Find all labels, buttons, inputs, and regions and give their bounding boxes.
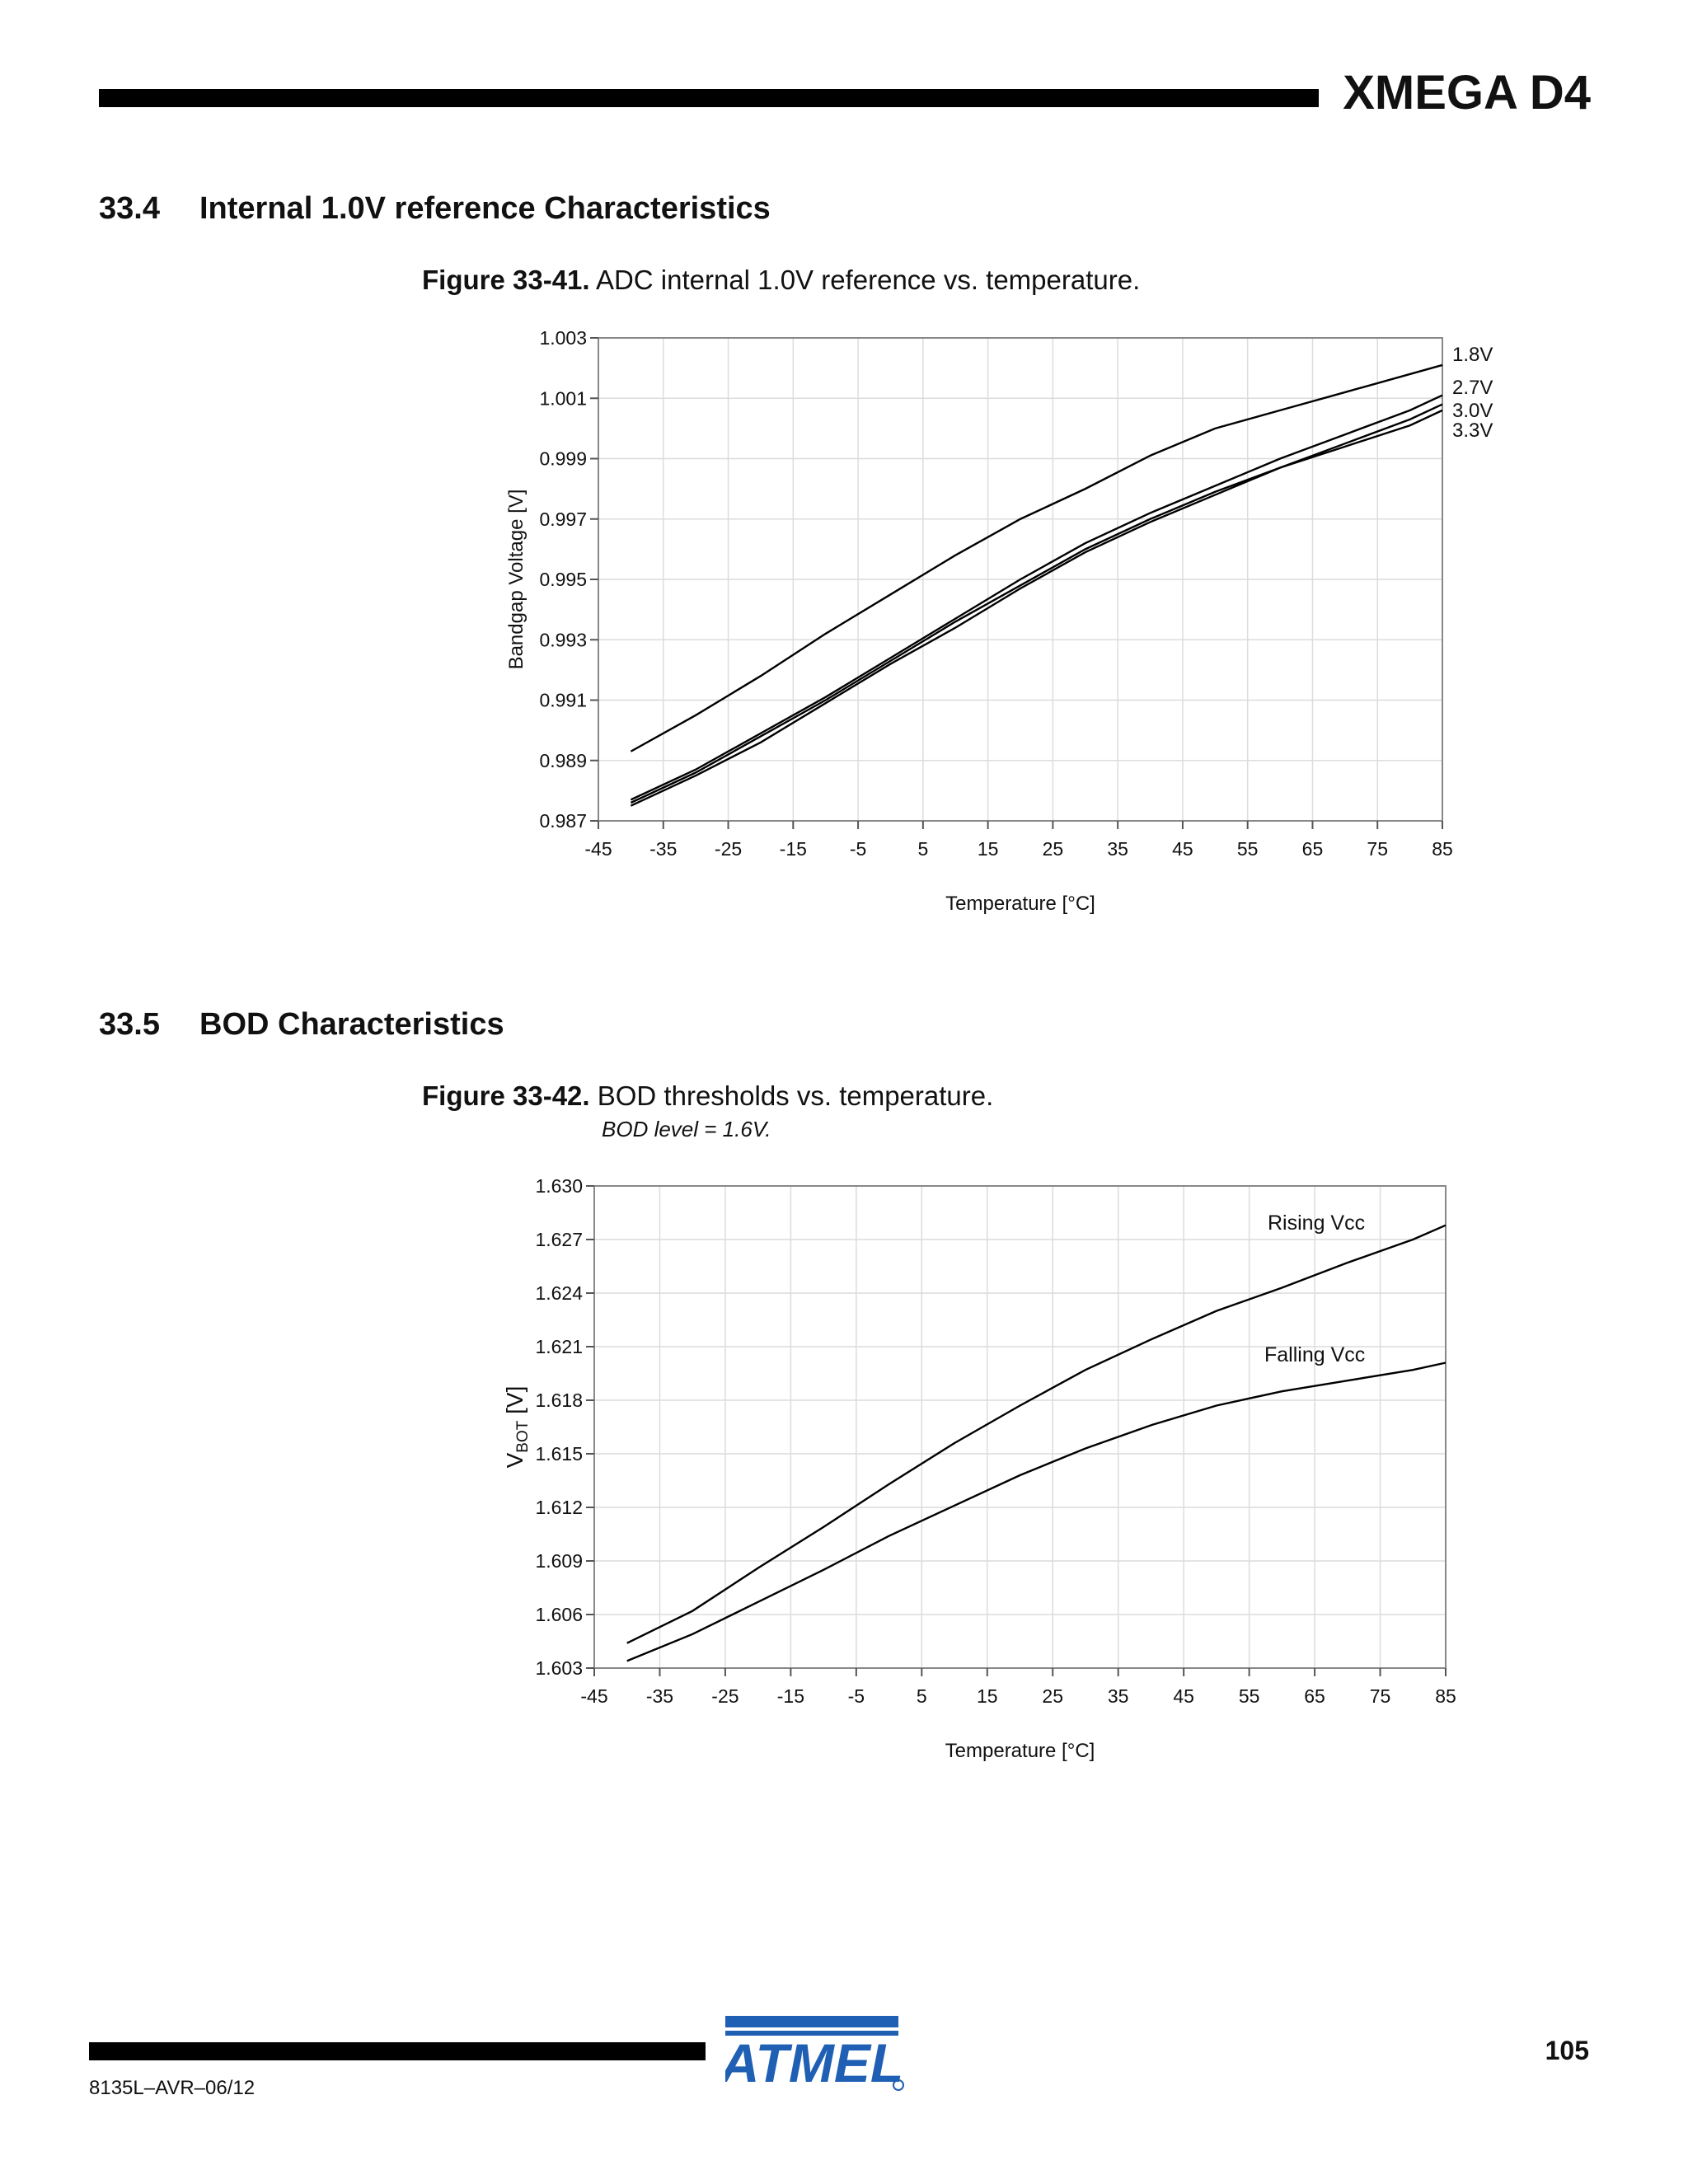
x-tick-label: -25: [711, 1685, 739, 1707]
atmel-logo: [725, 2011, 907, 2093]
x-tick-label: 85: [1435, 1685, 1456, 1707]
section-number: 33.4: [99, 191, 160, 226]
y-tick-label: 0.995: [539, 569, 587, 590]
x-axis-label: Temperature [°C]: [945, 1740, 1095, 1762]
series-label: 3.3V: [1452, 419, 1493, 442]
y-tick-label: 0.997: [539, 508, 587, 530]
x-tick-label: 65: [1304, 1685, 1325, 1707]
x-tick-label: 5: [917, 838, 929, 860]
x-tick-label: 65: [1301, 838, 1324, 860]
x-tick-label: -15: [776, 1685, 805, 1707]
x-tick-label: 15: [976, 1685, 998, 1707]
x-tick-label: 55: [1238, 1685, 1260, 1707]
footer-rule: [89, 2042, 706, 2060]
y-tick-label: 0.987: [539, 810, 587, 832]
x-tick-label: -35: [649, 838, 678, 860]
y-axis-label-main: V: [502, 1452, 528, 1469]
series-label: 3.0V: [1452, 400, 1493, 422]
x-tick-label: -35: [645, 1685, 674, 1707]
x-tick-label: -5: [847, 1685, 865, 1707]
x-tick-label: -15: [779, 838, 807, 860]
y-tick-label: 1.627: [535, 1229, 583, 1250]
x-axis-label: Temperature [°C]: [945, 893, 1095, 915]
x-tick-label: 75: [1369, 1685, 1391, 1707]
y-axis-label: [502, 1386, 532, 1469]
series-label: 2.7V: [1452, 377, 1493, 399]
plot-frame: [594, 1186, 1446, 1668]
x-tick-label: -45: [580, 1685, 608, 1707]
series-line-falling-vcc: [627, 1363, 1446, 1661]
y-tick-label: 1.615: [535, 1443, 583, 1465]
y-tick-label: 0.999: [539, 448, 587, 470]
atmel-logo-mark: [725, 2011, 907, 2093]
header-title: XMEGA D4: [1343, 66, 1591, 120]
figure-subcaption: BOD level = 1.6V.: [602, 1117, 771, 1141]
x-tick-label: 15: [977, 838, 999, 860]
y-tick-label: 1.624: [535, 1282, 583, 1304]
x-tick-label: 5: [916, 1685, 927, 1707]
y-tick-label: 1.001: [539, 387, 587, 410]
y-axis-label: Bandgap Voltage [V]: [505, 489, 528, 670]
x-tick-label: 55: [1236, 838, 1259, 860]
series-label: 1.8V: [1452, 344, 1493, 366]
x-tick-label: 75: [1367, 838, 1389, 860]
document-code: 8135L–AVR–06/12: [89, 2077, 256, 2099]
x-tick-label: 35: [1107, 838, 1128, 860]
x-tick-label: 25: [1042, 1685, 1064, 1707]
x-tick-label: 85: [1432, 838, 1453, 860]
y-tick-label: 1.603: [535, 1657, 583, 1679]
x-tick-label: 25: [1042, 838, 1064, 860]
y-tick-label: 1.630: [535, 1175, 583, 1197]
y-tick-label: 1.609: [535, 1550, 583, 1572]
logo-text: ATMEL: [725, 2032, 904, 2093]
series-label: Falling Vcc: [1264, 1343, 1366, 1366]
y-tick-label: 0.993: [539, 629, 587, 651]
figure-caption-text: BOD thresholds vs. temperature.: [597, 1080, 994, 1111]
figure-caption-text: ADC internal 1.0V reference vs. temperature.: [595, 265, 1141, 295]
x-tick-label: 45: [1172, 838, 1193, 860]
x-tick-label: -5: [849, 838, 867, 860]
y-tick-label: 1.612: [535, 1497, 583, 1518]
series-label: Rising Vcc: [1268, 1212, 1366, 1235]
y-tick-label: 1.621: [535, 1336, 583, 1357]
page-number: 105: [1545, 2036, 1589, 2065]
x-tick-label: -25: [714, 838, 743, 860]
x-tick-label: 35: [1107, 1685, 1129, 1707]
section-title: Internal 1.0V reference Characteristics: [199, 191, 771, 226]
x-tick-label: -45: [584, 838, 612, 860]
y-tick-label: 1.606: [535, 1604, 583, 1625]
y-tick-label: 0.991: [539, 689, 587, 711]
figure-label: Figure 33-42.: [422, 1080, 590, 1111]
y-axis-label-unit: [V]: [502, 1385, 528, 1421]
series-line-rising-vcc: [627, 1226, 1446, 1643]
y-tick-label: 1.618: [535, 1390, 583, 1411]
y-tick-label: 1.003: [539, 327, 587, 349]
x-tick-label: 45: [1173, 1685, 1194, 1707]
section-number: 33.5: [99, 1007, 160, 1042]
y-tick-label: 0.989: [539, 749, 587, 771]
section-title: BOD Characteristics: [199, 1007, 504, 1042]
y-axis-label-sub: BOT: [514, 1420, 532, 1453]
figure-label: Figure 33-41.: [422, 265, 590, 295]
